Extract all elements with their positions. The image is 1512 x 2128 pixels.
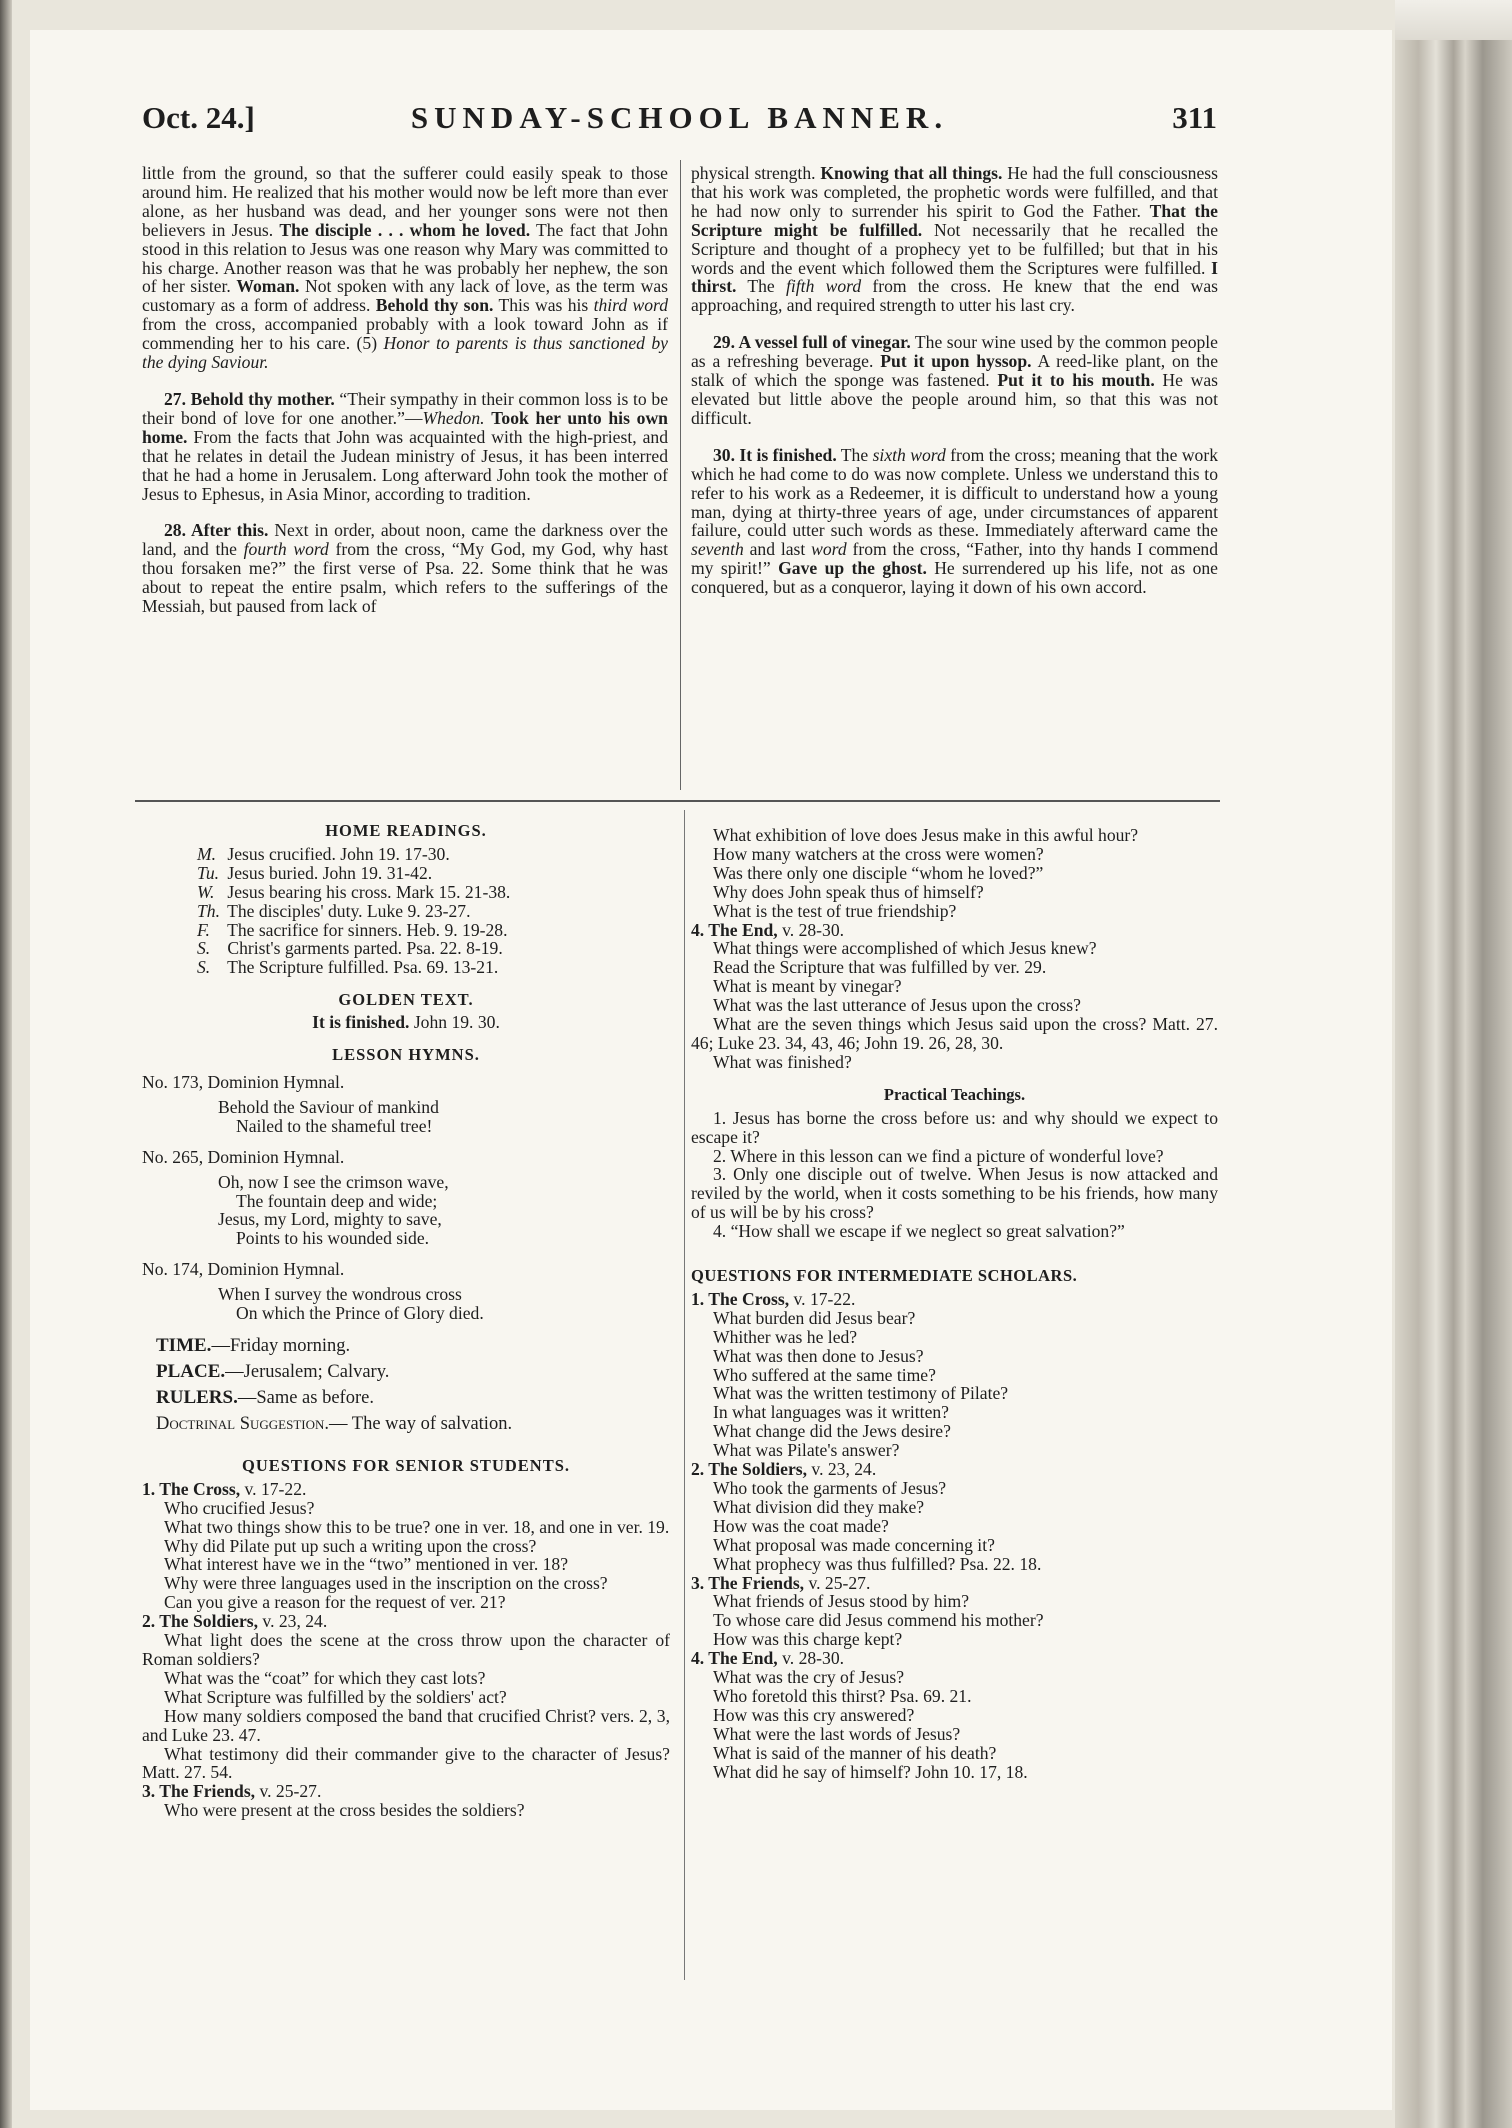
question: Why did Pilate put up such a writing upon the cross? [164, 1535, 537, 1556]
intermediate-section-friends-questions [691, 1592, 1218, 1649]
senior-friends-questions-continued [691, 826, 1218, 921]
hymn-line: Jesus, my Lord, mighty to save, [218, 1209, 442, 1230]
place-line: PLACE.—Jerusalem; Calvary. [156, 1360, 390, 1382]
hymn-line: Points to his wounded side. [236, 1228, 430, 1249]
question: What was Pilate's answer? [713, 1440, 900, 1461]
question: What light does the scene at the cross throw upon the character of Roman soldiers? [142, 1630, 670, 1669]
commentary-paragraph-27: 27. Behold thy mother. “Their sympathy in their common loss is to be their bond of love for one another.”—Whedon. Took her unto his own home. From the facts that John was acquainted with the high-priest, and that he relates in detail the Judean ministry of Jesus, it has been interred that he had a home in Jerusalem. Long afterward John took the mother of Jesus to Ephesus, in Asia Minor, according to tradition. [142, 388, 668, 504]
golden-text: It is finished. John 19. 30. [312, 1012, 500, 1033]
senior-section-cross-heading: 1. The Cross, v. 17-22. [142, 1478, 307, 1499]
senior-section-friends-heading: 3. The Friends, v. 25-27. [142, 1781, 322, 1802]
header-date: Oct. 24.] [142, 100, 255, 135]
home-reading-item: F. The sacrifice for sinners. Heb. 9. 19-28. [197, 919, 508, 940]
question: Read the Scripture that was fulfilled by ver. 29. [713, 957, 1047, 978]
question: Was there only one disciple “whom he loved?” [713, 862, 1044, 883]
senior-section-end-questions [691, 939, 1218, 1071]
question: Who took the garments of Jesus? [713, 1478, 947, 1498]
question: What was the “coat” for which they cast lots? [164, 1667, 486, 1688]
hymn-line: Behold the Saviour of mankind [218, 1096, 439, 1117]
hymn-line: Oh, now I see the crimson wave, [218, 1171, 449, 1192]
question: Who suffered at the same time? [713, 1364, 936, 1385]
question: What division did they make? [713, 1496, 925, 1517]
question: What was finished? [713, 1051, 852, 1072]
question: How was this cry answered? [713, 1704, 915, 1725]
lesson-hymns-title: LESSON HYMNS. [332, 1045, 480, 1065]
question: What prophecy was thus fulfilled? Psa. 22. 18. [713, 1553, 1042, 1574]
question: What is meant by vinegar? [713, 976, 902, 997]
home-reading-item: Th. The disciples' duty. Luke 9. 23-27. [197, 900, 471, 921]
question: How was the coat made? [713, 1515, 889, 1536]
question: How was this charge kept? [713, 1629, 903, 1650]
hymn-line: On which the Prince of Glory died. [236, 1303, 484, 1324]
question: What change did the Jews desire? [713, 1421, 951, 1442]
commentary-paragraph: physical strength. Knowing that all things. He had the full consciousness that his work was completed, the prophetic words were fulfilled, and that he had now only to surrender his spirit to God the Father. That the Scripture might be fulfilled. Not necessarily that he recalled the Scripture and thought of a prophecy yet to be fulfilled; but that in his words and the event which followed them the Scriptures were fulfilled. I thirst. The fifth word from the cross. He knew that the end was approaching, and required strength to utter his last cry. [691, 163, 1219, 316]
intermediate-section-cross-questions [691, 1309, 1218, 1460]
question: Who were present at the cross besides the soldiers? [164, 1800, 525, 1821]
commentary-right-column [691, 164, 1218, 597]
golden-text-title: GOLDEN TEXT. [338, 990, 474, 1010]
intermediate-questions [691, 1290, 1218, 1782]
question: What proposal was made concerning it? [713, 1534, 995, 1555]
senior-section-soldiers-questions [142, 1631, 670, 1782]
senior-section-soldiers-heading: 2. The Soldiers, v. 23, 24. [142, 1611, 328, 1632]
question: What was the cry of Jesus? [713, 1667, 905, 1688]
practical-teachings-title: Practical Teachings. [883, 1084, 1026, 1104]
question: Why were three languages used in the inscription on the cross? [164, 1573, 608, 1594]
question: What burden did Jesus bear? [713, 1307, 916, 1328]
commentary-paragraph: little from the ground, so that the sufferer could easily speak to those around him. He realized that his mother would now be left more than ever alone, as her husband was dead, and her younger sons were not then believers in Jesus. The disciple . . . whom he loved. The fact that John stood in this relation to Jesus was one reason why Mary was committed to his charge. Another reason was that he was probably her nephew, the son of her sister. Woman. Not spoken with any lack of love, as the term was customary as a form of address. Behold thy son. This was his third word from the cross, accompanied probably with a look toward John as if commending her to his care. (5) Honor to parents is thus sanctioned by the dying Saviour. [142, 163, 669, 373]
column-rule-bottom [684, 810, 685, 1980]
column-rule-top [680, 160, 681, 790]
home-reading-item: Tu. Jesus buried. John 19. 31-42. [197, 862, 433, 883]
question: Whither was he led? [713, 1326, 858, 1347]
intermediate-section-end-questions [691, 1668, 1218, 1781]
practical-teaching: 2. Where in this lesson can we find a picture of wonderful love? [713, 1145, 1164, 1166]
hymn-number: No. 265, Dominion Hymnal. [142, 1146, 345, 1167]
question: What are the seven things which Jesus said upon the cross? Matt. 27. 46; Luke 23. 34, 43, 46; John 19. 26, 28, 30. [691, 1014, 1218, 1053]
question: To whose care did Jesus commend his mother? [713, 1610, 1044, 1631]
question: What was the last utterance of Jesus upon the cross? [713, 995, 1081, 1016]
intermediate-questions-title: QUESTIONS FOR INTERMEDIATE SCHOLARS. [691, 1266, 1078, 1286]
question: What things were accomplished of which Jesus knew? [713, 938, 1097, 959]
lesson-info [142, 1333, 670, 1437]
question: In what languages was it written? [713, 1402, 949, 1423]
home-reading-item: W. Jesus bearing his cross. Mark 15. 21-38. [197, 881, 511, 902]
home-reading-item: S. Christ's garments parted. Psa. 22. 8-19. [197, 938, 503, 959]
question: What is the test of true friendship? [713, 900, 957, 921]
section-rule [135, 800, 1220, 802]
practical-teaching: 3. Only one disciple out of twelve. When Jesus is now attacked and reviled by the world, when it costs something to be his friends, how many of us will be by his cross? [691, 1164, 1218, 1223]
hymn-number: No. 173, Dominion Hymnal. [142, 1071, 345, 1092]
doctrinal-suggestion-line: Doctrinal Suggestion.— The way of salvation. [156, 1413, 513, 1434]
lesson-helps-left-column [142, 822, 670, 1820]
home-readings-list [142, 845, 670, 977]
question: What were the last words of Jesus? [713, 1723, 961, 1744]
question: What interest have we in the “two” mentioned in ver. 18? [164, 1554, 569, 1575]
senior-questions-title: QUESTIONS FOR SENIOR STUDENTS. [242, 1455, 570, 1475]
commentary-paragraph-29: 29. A vessel full of vinegar. The sour wine used by the common people as a refreshing beverage. Put it upon hyssop. A reed-like plant, on the stalk of which the sponge was fastened. Put it to his mouth. He was elevated but little above the people around him, so that this was not difficult. [691, 332, 1219, 428]
hymn-line: Nailed to the shameful tree! [236, 1115, 433, 1136]
question: What testimony did their commander give to the character of Jesus? Matt. 27. 54. [142, 1743, 670, 1783]
practical-teaching: 1. Jesus has borne the cross before us: and why should we expect to escape it? [691, 1107, 1218, 1147]
question: What is said of the manner of his death? [713, 1742, 997, 1763]
question: What was the written testimony of Pilate? [713, 1383, 1009, 1404]
commentary-paragraph-28: 28. After this. Next in order, about noon, came the darkness over the land, and the fourth word from the cross, “My God, my God, why hast thou forsaken me?” the first verse of Psa. 22. Some think that he was about to repeat the entire psalm, which refers to the sufferings of the Messiah, but paused from lack of [142, 520, 669, 617]
hymn-line: When I survey the wondrous cross [218, 1284, 462, 1305]
question: What Scripture was fulfilled by the soldiers' act? [164, 1686, 507, 1707]
page-number: 311 [1172, 100, 1217, 135]
rulers-line: RULERS.—Same as before. [156, 1386, 374, 1408]
practical-teachings-list [691, 1109, 1218, 1241]
running-head [142, 100, 1217, 148]
hymn-number: No. 174, Dominion Hymnal. [142, 1259, 345, 1280]
question: What did he say of himself? John 10. 17, 18. [713, 1761, 1028, 1782]
commentary-left-column [142, 164, 668, 616]
question: Why does John speak thus of himself? [713, 881, 984, 902]
senior-section-end-heading: 4. The End, v. 28-30. [691, 919, 845, 940]
header-title: SUNDAY-SCHOOL BANNER. [410, 100, 949, 135]
intermediate-section-cross-heading: 1. The Cross, v. 17-22. [691, 1288, 856, 1309]
question: What was then done to Jesus? [713, 1345, 924, 1366]
question: Who crucified Jesus? [164, 1497, 315, 1518]
home-reading-item: M. Jesus crucified. John 19. 17-30. [197, 843, 450, 864]
senior-section-cross-questions [142, 1499, 670, 1612]
question: Who foretold this thirst? Psa. 69. 21. [713, 1685, 972, 1706]
question: What exhibition of love does Jesus make in this awful hour? [713, 825, 1139, 845]
question: Can you give a reason for the request of ver. 21? [164, 1592, 506, 1613]
lesson-helps-right-column [691, 826, 1218, 1782]
time-line: TIME.—Friday morning. [156, 1334, 351, 1356]
intermediate-section-soldiers-heading: 2. The Soldiers, v. 23, 24. [691, 1459, 877, 1480]
commentary-paragraph-30: 30. It is finished. The sixth word from the cross; meaning that the work which he had come to do was now complete. Unless we understand this to refer to his work as a Redeemer, it is difficult to understand how a young man, dying at thirty-three years of age, under circumstances of apparent failure, could utter such words as these. Immediately afterward came the seventh and last word from the cross, “Father, into thy hands I commend my spirit!” Gave up the ghost. He surrendered up his life, not as one conquered, but as a conqueror, laying it down of his own accord. [691, 444, 1218, 598]
question: How many watchers at the cross were women? [713, 843, 1044, 864]
intermediate-section-friends-heading: 3. The Friends, v. 25-27. [691, 1572, 871, 1593]
question: How many soldiers composed the band that crucified Christ? vers. 2, 3, and Luke 23. 47. [142, 1705, 670, 1745]
question: What friends of Jesus stood by him? [713, 1591, 970, 1612]
senior-questions [142, 1480, 670, 1820]
practical-teaching: 4. “How shall we escape if we neglect so great salvation?” [713, 1221, 1125, 1242]
intermediate-section-soldiers-questions [691, 1479, 1218, 1574]
senior-section-friends-questions [142, 1801, 670, 1820]
binding-shadow [0, 0, 12, 2128]
intermediate-section-end-heading: 4. The End, v. 28-30. [691, 1648, 845, 1669]
lesson-hymns-list [142, 1073, 670, 1323]
question: What two things show this to be true? one in ver. 18, and one in ver. 19. [164, 1516, 670, 1537]
home-readings-title: HOME READINGS. [325, 821, 487, 840]
home-reading-item: S. The Scripture fulfilled. Psa. 69. 13-21. [197, 957, 499, 978]
page-stack-edge [1395, 40, 1512, 2128]
hymn-line: The fountain deep and wide; [236, 1190, 438, 1211]
